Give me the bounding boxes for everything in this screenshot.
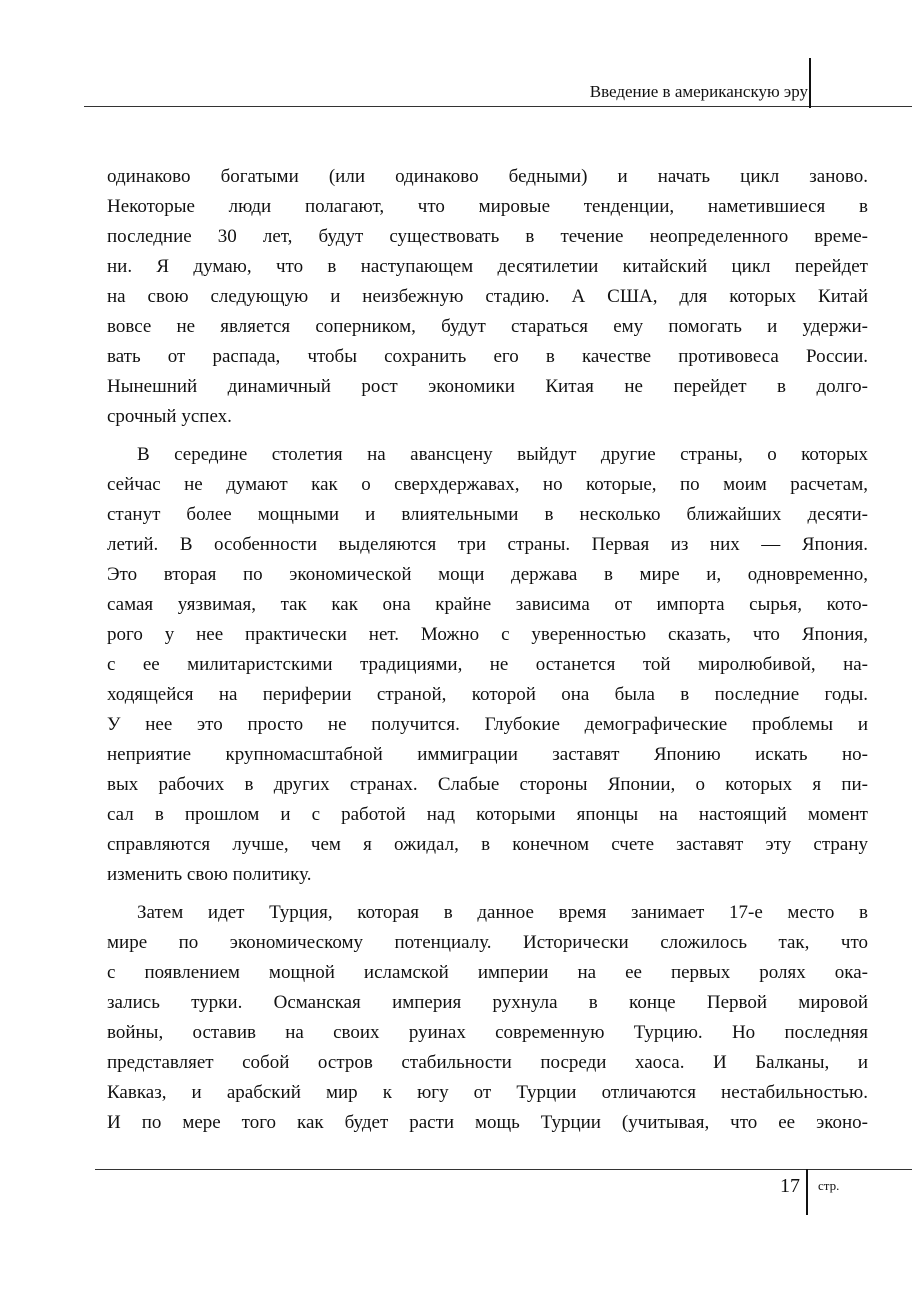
page-label: стр. [818,1178,840,1193]
footer-rule [95,1169,912,1170]
text-line: ходящейся на периферии страной, которой она была в последние годы. [107,684,868,705]
text-line: вать от распада, чтобы сохранить его в качестве противовеса России. [107,346,868,367]
text-line: с ее милитаристскими традициями, не останется той миролюбивой, на- [107,654,868,675]
text-line: изменить свою политику. [107,864,312,885]
text-line: неприятие крупномасштабной иммиграции заставят Японию искать но- [107,744,868,765]
text-line: представляет собой остров стабильности посреди хаоса. И Балканы, и [107,1052,868,1073]
paragraph [107,898,868,1138]
running-title: Введение в американскую эру [589,82,808,101]
text-line: сал в прошлом и с работой над которыми японцы на настоящий момент [107,804,868,825]
text-line: вых рабочих в других странах. Слабые стороны Японии, о которых я пи- [107,774,868,795]
body-text [107,162,868,1138]
header-rule [84,106,912,107]
paragraph [107,440,868,890]
text-line: войны, оставив на своих руинах современную Турцию. Но последняя [107,1022,868,1043]
header-bar [809,58,811,108]
text-line: летий. В особенности выделяются три страны. Первая из них — Япония. [107,534,868,555]
text-line: с появлением мощной исламской империи на ее первых ролях ока- [107,962,868,983]
text-line: на свою следующую и неизбежную стадию. А США, для которых Китай [107,286,868,307]
page-number: 17 [780,1175,800,1197]
text-line: Некоторые люди полагают, что мировые тенденции, наметившиеся в [107,196,868,217]
text-line: Кавказ, и арабский мир к югу от Турции отличаются нестабильностью. [107,1082,868,1103]
text-line: сейчас не думают как о сверхдержавах, но которые, по моим расчетам, [107,474,868,495]
text-line: Это вторая по экономической мощи держава в мире и, одновременно, [107,564,868,585]
text-line: В середине столетия на авансцену выйдут другие страны, о которых [137,444,868,465]
text-line: справляются лучше, чем я ожидал, в конечном счете заставят эту страну [107,834,868,855]
text-line: станут более мощными и влиятельными в несколько ближайших десяти- [107,504,868,525]
text-line: срочный успех. [107,406,232,427]
footer-bar [806,1169,808,1215]
text-line: зались турки. Османская империя рухнула в конце Первой мировой [107,992,868,1013]
text-line: Затем идет Турция, которая в данное время занимает 17-е место в [137,902,868,923]
text-line: вовсе не является соперником, будут стараться ему помогать и удержи- [107,316,868,337]
paragraph [107,162,868,432]
text-line: последние 30 лет, будут существовать в течение неопределенного време- [107,226,868,247]
text-line: И по мере того как будет расти мощь Турции (учитывая, что ее эконо- [107,1112,868,1133]
text-line: ни. Я думаю, что в наступающем десятилетии китайский цикл перейдет [107,256,868,277]
text-line: одинаково богатыми (или одинаково бедными) и начать цикл заново. [107,166,868,187]
text-line: рого у нее практически нет. Можно с уверенностью сказать, что Япония, [107,624,868,645]
text-line: Нынешний динамичный рост экономики Китая не перейдет в долго- [107,376,868,397]
text-line: У нее это просто не получится. Глубокие демографические проблемы и [107,714,868,735]
text-line: мире по экономическому потенциалу. Исторически сложилось так, что [107,932,868,953]
text-line: самая уязвимая, так как она крайне зависима от импорта сырья, кото- [107,594,868,615]
